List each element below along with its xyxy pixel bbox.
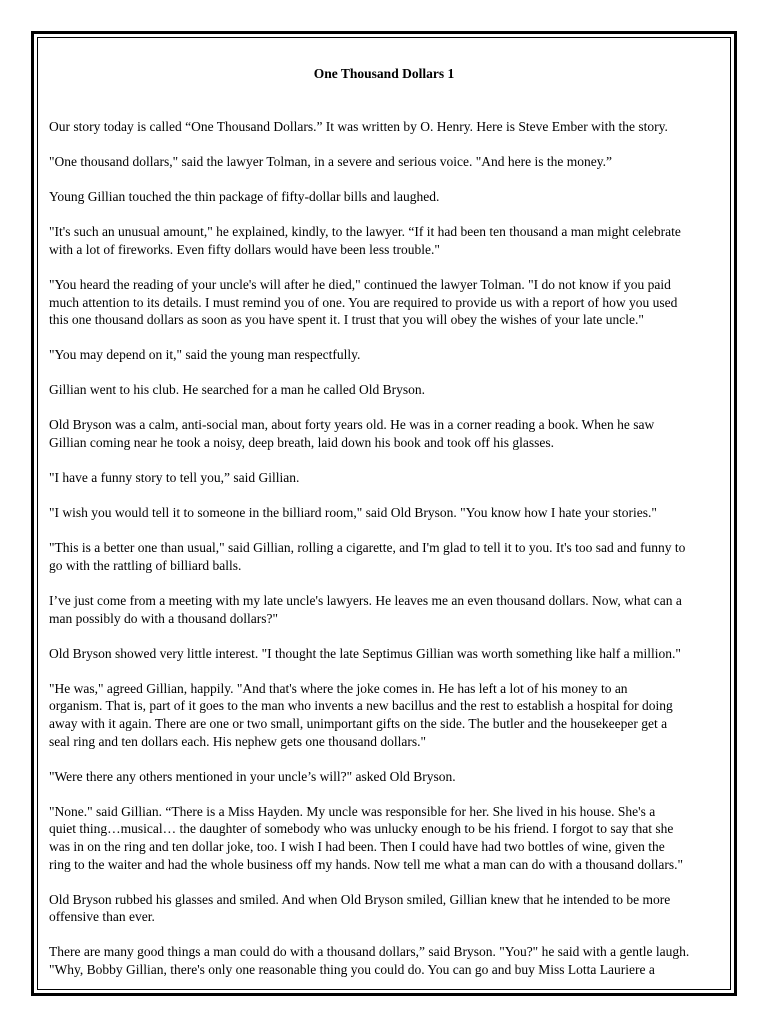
paragraph-line: "None." said Gillian. “There is a Miss Hayden. My uncle was responsible for her. She lived in his house. She's a xyxy=(49,803,656,819)
paragraph-line: go with the rattling of billiard balls. xyxy=(49,557,242,573)
paragraph-line: much attention to its details. I must remind you of one. You are required to provide us with a report of how you used xyxy=(49,294,678,310)
story-paragraph xyxy=(49,539,731,574)
story-body xyxy=(49,118,731,996)
paragraph-line: offensive than ever. xyxy=(49,909,155,925)
paragraph-line: "Were there any others mentioned in your uncle’s will?" asked Old Bryson. xyxy=(49,768,456,784)
story-paragraph xyxy=(49,188,731,206)
paragraph-line: Gillian went to his club. He searched for a man he called Old Bryson. xyxy=(49,382,426,398)
paragraph-line: There are many good things a man could do with a thousand dollars,” said Bryson. "You?" he said with a gentle laugh. xyxy=(49,944,690,960)
story-paragraph xyxy=(49,504,731,522)
paragraph-line: I’ve just come from a meeting with my late uncle's lawyers. He leaves me an even thousand dollars. Now, what can a xyxy=(49,593,682,608)
paragraph-line: Old Bryson showed very little interest. "I thought the late Septimus Gillian was worth something like half a million." xyxy=(49,645,681,661)
paragraph-line: "He was," agreed Gillian, happily. "And that's where the joke comes in. He has left a lot of his money to an xyxy=(49,680,628,696)
paragraph-line: "Why, Bobby Gillian, there's only one reasonable thing you could do. You can go and buy Miss Lotta Lauriere a xyxy=(49,961,655,977)
paragraph-line: with a lot of fireworks. Even fifty dollars would have been less trouble." xyxy=(49,241,440,257)
paragraph-line: man possibly do with a thousand dollars?" xyxy=(49,610,278,626)
paragraph-line: seal ring and ten dollars each. His nephew gets one thousand dollars." xyxy=(49,733,427,749)
paragraph-line: "This is a better one than usual," said Gillian, rolling a cigarette, and I'm glad to tell it to you. It's too sad and funny to xyxy=(49,540,686,556)
paragraph-line: Our story today is called “One Thousand Dollars.” It was written by O. Henry. Here is Steve Ember with the story. xyxy=(49,119,668,134)
story-paragraph xyxy=(49,346,731,364)
paragraph-line: Gillian coming near he took a noisy, deep breath, laid down his book and took off his glasses. xyxy=(49,435,555,451)
paragraph-line: ring to the waiter and had the whole business off my hands. Now tell me what a man can do with a thousand dollars." xyxy=(49,856,683,872)
story-paragraph xyxy=(49,645,731,663)
paragraph-line: away with it again. There are one or two small, unimportant gifts on the side. The butler and the housekeeper get a xyxy=(49,715,668,731)
paragraph-line: was in on the ring and ten dollar joke, too. I wish I had been. Then I could have had two bottles of wine, given the xyxy=(49,838,665,854)
story-paragraph xyxy=(49,891,731,926)
paragraph-line: Old Bryson was a calm, anti-social man, about forty years old. He was in a corner reading a book. When he saw xyxy=(49,417,655,433)
paragraph-line: "I have a funny story to tell you,” said Gillian. xyxy=(49,470,300,486)
story-paragraph xyxy=(49,223,731,258)
story-paragraph xyxy=(49,680,731,750)
paragraph-line: Old Bryson rubbed his glasses and smiled. And when Old Bryson smiled, Gillian knew that he intended to be more xyxy=(49,891,671,907)
story-paragraph xyxy=(49,592,731,627)
page-title: One Thousand Dollars 1 xyxy=(313,66,455,81)
paragraph-line: organism. That is, part of it goes to the man who invents a new bacillus and the rest to establish a hospital for doing xyxy=(49,698,673,714)
story-paragraph xyxy=(49,118,731,136)
paragraph-line: "I wish you would tell it to someone in the billiard room," said Old Bryson. "You know how I hate your stories." xyxy=(49,505,657,521)
page-border xyxy=(31,31,737,996)
story-paragraph xyxy=(49,381,731,399)
paragraph-line: this one thousand dollars as soon as you have spent it. I trust that you will obey the wishes of your late uncle." xyxy=(49,312,644,328)
page-inner-border xyxy=(37,37,731,990)
story-paragraph xyxy=(49,276,731,329)
story-paragraph xyxy=(49,469,731,487)
story-paragraph xyxy=(49,416,731,451)
paragraph-line: "One thousand dollars," said the lawyer Tolman, in a severe and serious voice. "And here is the money.” xyxy=(49,154,612,170)
story-paragraph xyxy=(49,943,731,978)
paragraph-line: "You may depend on it," said the young man respectfully. xyxy=(49,347,361,363)
paragraph-line: quiet thing…musical… the daughter of somebody who was unlucky enough to be his friend. I forgot to say that she xyxy=(49,821,674,837)
story-paragraph xyxy=(49,768,731,786)
story-paragraph xyxy=(49,153,731,171)
paragraph-line: Young Gillian touched the thin package of fifty-dollar bills and laughed. xyxy=(49,189,440,205)
paragraph-line: "It's such an unusual amount," he explained, kindly, to the lawyer. “If it had been ten thousand a man might celebrate xyxy=(49,224,681,240)
story-paragraph xyxy=(49,803,731,873)
paragraph-line: "You heard the reading of your uncle's will after he died," continued the lawyer Tolman. "I do not know if you paid xyxy=(49,276,671,292)
